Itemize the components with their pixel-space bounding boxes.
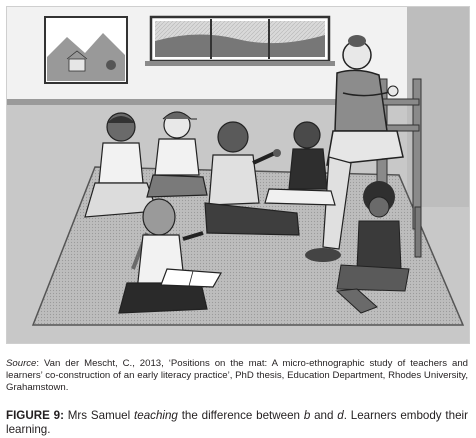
figure-label: FIGURE 9: <box>6 408 64 422</box>
window <box>145 17 335 66</box>
source-note <box>6 358 468 395</box>
caption-text-1: Mrs Samuel <box>63 408 135 422</box>
figure-illustration <box>6 6 470 344</box>
caption-emphasis: teaching <box>134 408 178 422</box>
caption-text-2: the difference between <box>177 408 304 422</box>
caption-letter-d: d <box>337 408 344 422</box>
source-text: : Van der Mescht, C., 2013, ‘Positions on the mat: A micro-ethnographic study of teachers and learners’ co-construction of an early literacy practice’, PhD thesis, Education Department, Rhodes University, Grahamstown. <box>6 357 468 394</box>
classroom-illustration <box>7 7 469 343</box>
caption-text-3: and <box>310 408 338 422</box>
caption-text-4: . Learners embody their learning. <box>6 408 468 437</box>
source-label: Source <box>6 357 37 369</box>
wall-picture <box>45 17 127 83</box>
figure-caption <box>6 409 468 438</box>
caption-letter-b: b <box>303 408 311 422</box>
